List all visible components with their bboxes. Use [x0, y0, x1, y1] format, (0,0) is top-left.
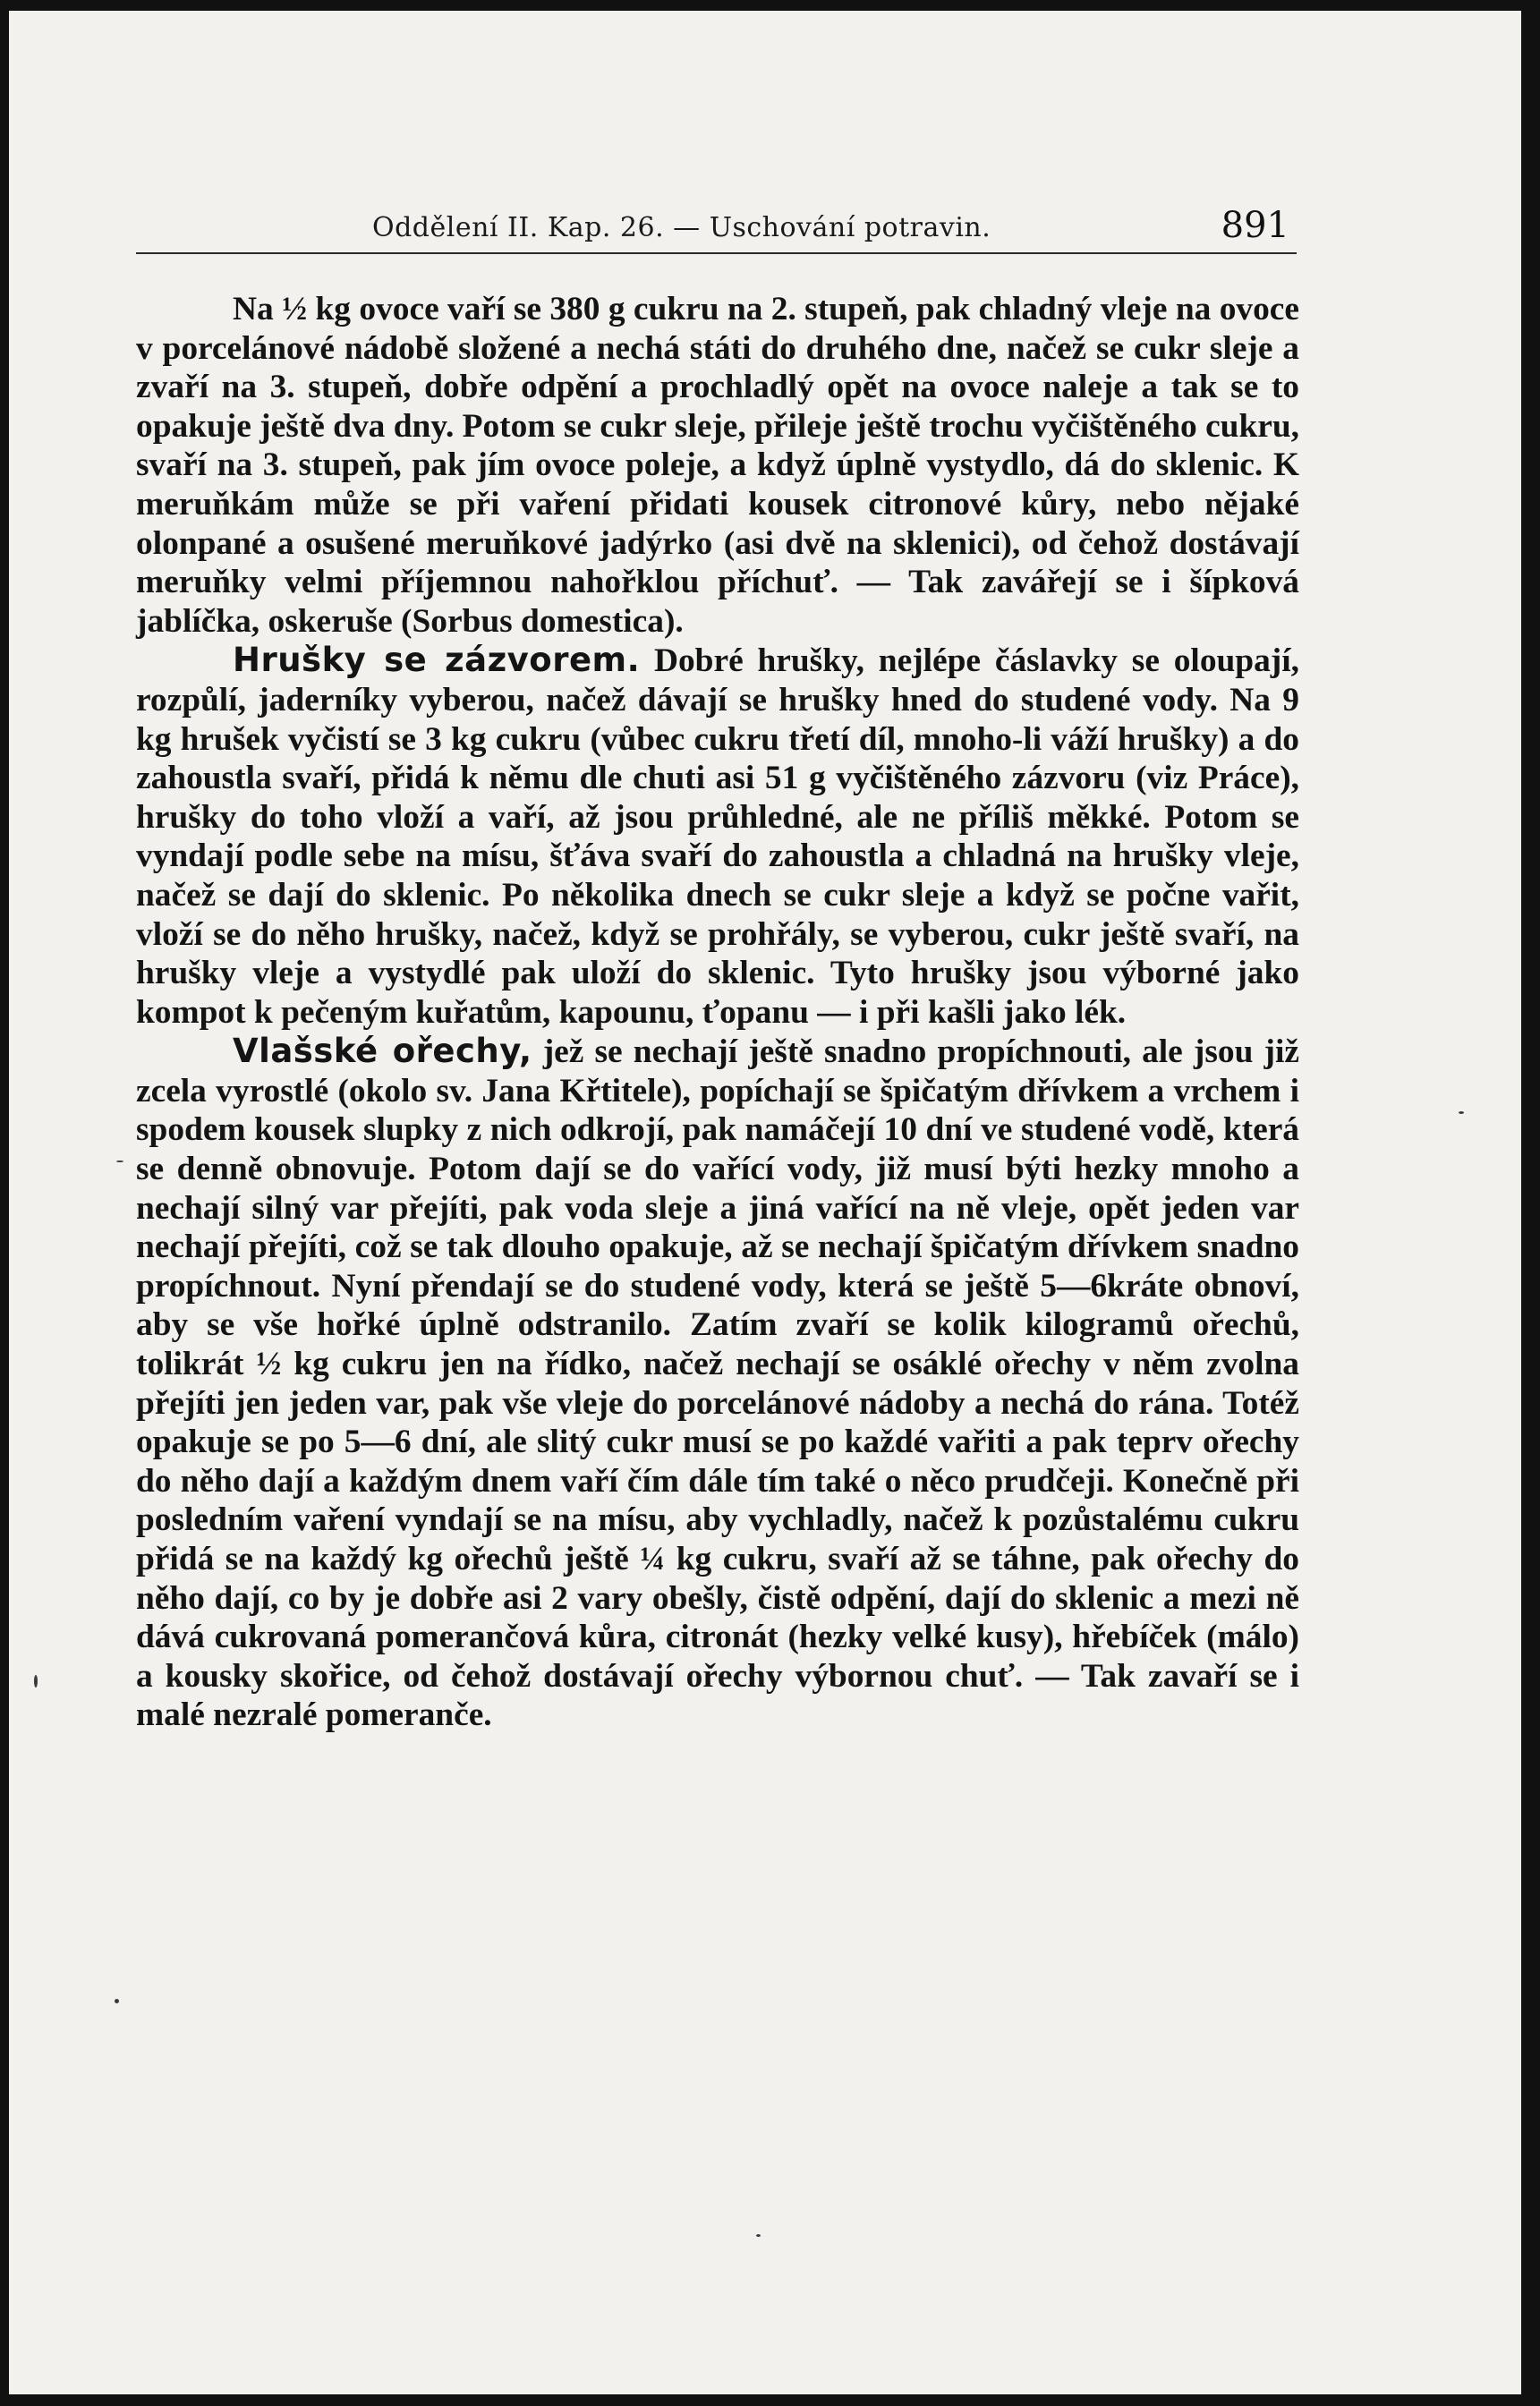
paragraph-pears-with-ginger: [136, 641, 1299, 1032]
paragraph-apricots: [136, 290, 1299, 641]
print-speck: [116, 1160, 123, 1162]
running-head: Oddělení II. Kap. 26. — Uschování potravin.: [372, 212, 991, 243]
body-text: [136, 290, 1299, 1735]
section-heading: Hrušky se zázvorem.: [233, 641, 641, 680]
print-speck: [1459, 1111, 1464, 1114]
paragraph-text: Dobré hrušky, nejlépe čáslavky se oloupají, rozpůlí, jaderníky vyberou, načež dávají se hrušky hned do studené vody. Na 9 kg hrušek vyčistí se 3 kg cukru (vůbec cukru třetí díl, mnoho-li váží hrušky) a do zahoustla svaří, přidá k němu dle chuti asi 51 g vyčištěného zázvoru (viz Práce), hrušky do toho vloží a vaří, až jsou průhledné, ale ne příliš měkké. Potom se vyndají podle sebe na mísu, šťáva svaří do zahoustla a chladná na hrušky vleje, načež se dají do sklenic. Po několika dnech se cukr sleje a když se počne vařit, vloží se do něho hrušky, načež, když se prohřály, se vyberou, cukr ještě svaří, na hrušky vleje a vystydlé pak uloží do sklenic. Tyto hrušky jsou výborné jako kompot k pečeným kuřatům, kapounu, ťopanu — i při kašli jako lék.: [136, 642, 1299, 1031]
paragraph-text: jež se nechají ještě snadno propíchnouti, ale jsou již zcela vyrostlé (okolo sv. Jana Křtitele), popíchají se špičatým dřívkem a vrchem i spodem kousek slupky z nich odkrojí, pak namáčejí 10 dní ve studené vodě, která se denně obnovuje. Potom dají se do vařící vody, již musí býti hezky mnoho a nechají silný var přejíti, pak voda sleje a jiná vařící na ně vleje, opět jeden var nechají přejíti, což se tak dlouho opakuje, až se nechají špičatým dřívkem snadno propíchnout. Nyní přendají se do studené vody, která se ještě 5—6kráte obnoví, aby se vše hořké úplně odstranilo. Zatím zvaří se kolik kilogramů ořechů, tolikrát ½ kg cukru jen na řídko, načež nechají se osáklé ořechy v něm zvolna přejíti jen jeden var, pak vše vleje do porcelánové nádoby a nechá do rána. Totéž opakuje se po 5—6 dní, ale slitý cukr musí se po každé vařiti a pak teprv ořechy do něho dají a každým dnem vaří čím dále tím také o něco prudčeji. Konečně při posledním vaření vyndají se na mísu, aby vychladly, načež k pozůstalému cukru přidá se na každý kg ořechů ještě ¼ kg cukru, svaří až se táhne, pak ořechy do něho dají, co by je dobře asi 2 vary obešly, čistě odpění, dají do sklenic a mezi ně dává cukrovaná pomerančová kůra, citronát (hezky velké kusy), hřebíček (málo) a kousky skořice, od čehož dostávají ořechy výbornou chuť. — Tak zavaří se i malé nezralé pomeranče.: [136, 1033, 1299, 1734]
header-rule: [136, 252, 1297, 254]
print-speck: [34, 1675, 38, 1688]
page-header: [136, 203, 1297, 248]
print-speck: [756, 2234, 761, 2237]
book-page: [9, 11, 1521, 2394]
section-heading: Vlašské ořechy,: [233, 1032, 532, 1071]
paragraph-text: Na ½ kg ovoce vaří se 380 g cukru na 2. stupeň, pak chladný vleje na ovoce v porcelánové nádobě složené a nechá státi do druhého dne, načež se cukr sleje a zvaří na 3. stupeň, dobře odpění a prochladlý opět na ovoce naleje a tak se to opakuje ještě dva dny. Potom se cukr sleje, přileje ještě trochu vyčištěného cukru, svaří na 3. stupeň, pak jím ovoce poleje, a když úplně vystydlo, dá do sklenic. K meruňkám může se při vaření přidati kousek citronové kůry, nebo nějaké olonpané a osušené meruňkové jadýrko (asi dvě na sklenici), od čehož dostávají meruňky velmi příjemnou nahořklou příchuť. — Tak zavářejí se i šípková jablíčka, oskeruše (Sorbus domestica).: [136, 291, 1299, 640]
print-speck: [115, 1999, 119, 2003]
page-number: 891: [1221, 205, 1289, 246]
paragraph-walnuts: [136, 1032, 1299, 1735]
